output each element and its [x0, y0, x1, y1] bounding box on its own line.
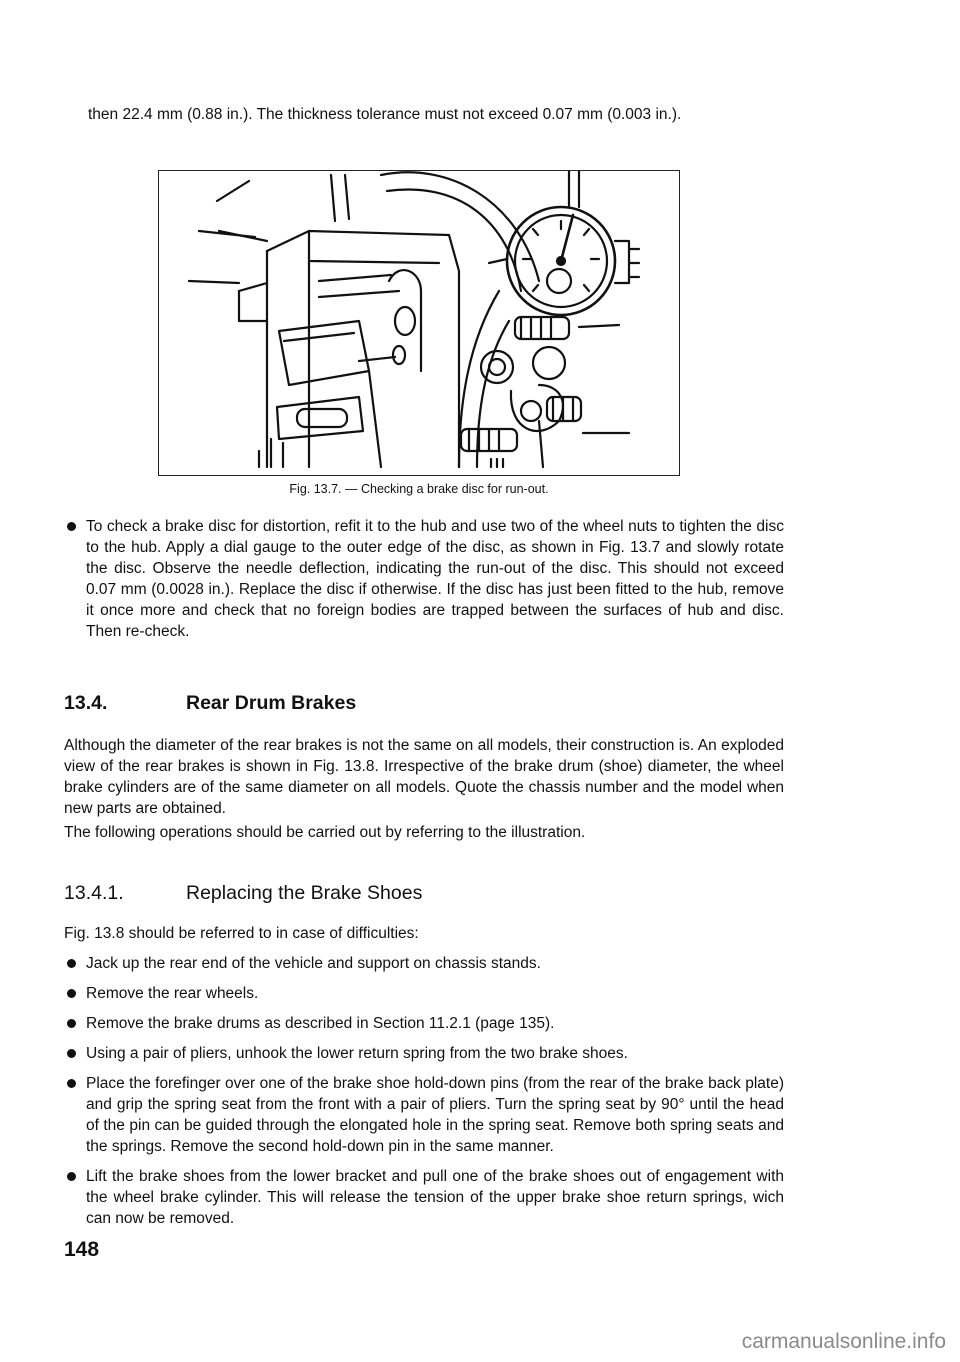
- subsection-number: 13.4.1.: [64, 882, 124, 904]
- list-item: To check a brake disc for distortion, refit it to the hub and use two of the wheel nuts to tighten the disc to the hub. Apply a dial gauge to the outer edge of the disc, as shown in Fig. 13.7 and slowly rotate the disc. Observe the needle deflection, indicating the run-out of the disc. This should not exceed 0.07 mm (0.0028 in.). Replace the disc if otherwise. If the disc has just been fitted to the hub, remove it once more and check that no foreign bodies are trapped between the surfaces of hub and disc. Then re-check.: [64, 516, 784, 642]
- section-paragraph-1: Although the diameter of the rear brakes is not the same on all models, their construction is. An exploded view of the rear brakes is shown in Fig. 13.8. Irrespective of the brake drum (shoe) diameter, the wheel brake cylinders are of the same diameter on all models. Quote the chassis number and the model when new parts are obtained.: [64, 737, 784, 817]
- bullet-icon: [67, 1172, 76, 1181]
- section-paragraph-2: The following operations should be carried out by referring to the illustration.: [64, 824, 586, 841]
- bullet-icon: [67, 1049, 76, 1058]
- figure-caption: Fig. 13.7. — Checking a brake disc for run-out.: [289, 482, 549, 496]
- subsection-intro: Fig. 13.8 should be referred to in case of difficulties:: [64, 925, 419, 942]
- list-item: Place the forefinger over one of the brake shoe hold-down pins (from the rear of the brake back plate) and grip the spring seat from the front with a pair of pliers. Turn the spring seat by 90° until the head of the pin can be guided through the elongated hole in the spring seat. Remove both spring seats and the springs. Remove the second hold-down pin in the same manner.: [64, 1073, 784, 1157]
- list-item: Remove the brake drums as described in Section 11.2.1 (page 135).: [64, 1013, 784, 1034]
- subsection-heading: [64, 882, 422, 905]
- list-item: Remove the rear wheels.: [64, 983, 784, 1004]
- bullet-icon: [67, 1079, 76, 1088]
- bullet-icon: [67, 522, 76, 531]
- steps-bullet-list: [64, 953, 784, 1238]
- section-title: Rear Drum Brakes: [186, 692, 357, 714]
- section-heading: [64, 692, 356, 715]
- bullet-icon: [67, 989, 76, 998]
- intro-paragraph: then 22.4 mm (0.88 in.). The thickness tolerance must not exceed 0.07 mm (0.003 in.).: [88, 106, 682, 123]
- section-number: 13.4.: [64, 692, 108, 714]
- list-item: Using a pair of pliers, unhook the lower return spring from the two brake shoes.: [64, 1043, 784, 1064]
- subsection-title: Replacing the Brake Shoes: [186, 882, 423, 904]
- footer-watermark: carmanualsonline.info: [741, 1330, 946, 1353]
- figure-brake-disc-runout: [158, 170, 680, 476]
- dial-gauge-illustration: [159, 171, 679, 475]
- list-item: Lift the brake shoes from the lower bracket and pull one of the brake shoes out of engagement with the wheel brake cylinder. This will release the tension of the upper brake shoe return springs, wich can now be removed.: [64, 1166, 784, 1229]
- bullet-icon: [67, 1019, 76, 1028]
- bullet-icon: [67, 959, 76, 968]
- runout-bullet-list: [64, 516, 784, 651]
- page-number: 148: [64, 1238, 100, 1261]
- list-item: Jack up the rear end of the vehicle and support on chassis stands.: [64, 953, 784, 974]
